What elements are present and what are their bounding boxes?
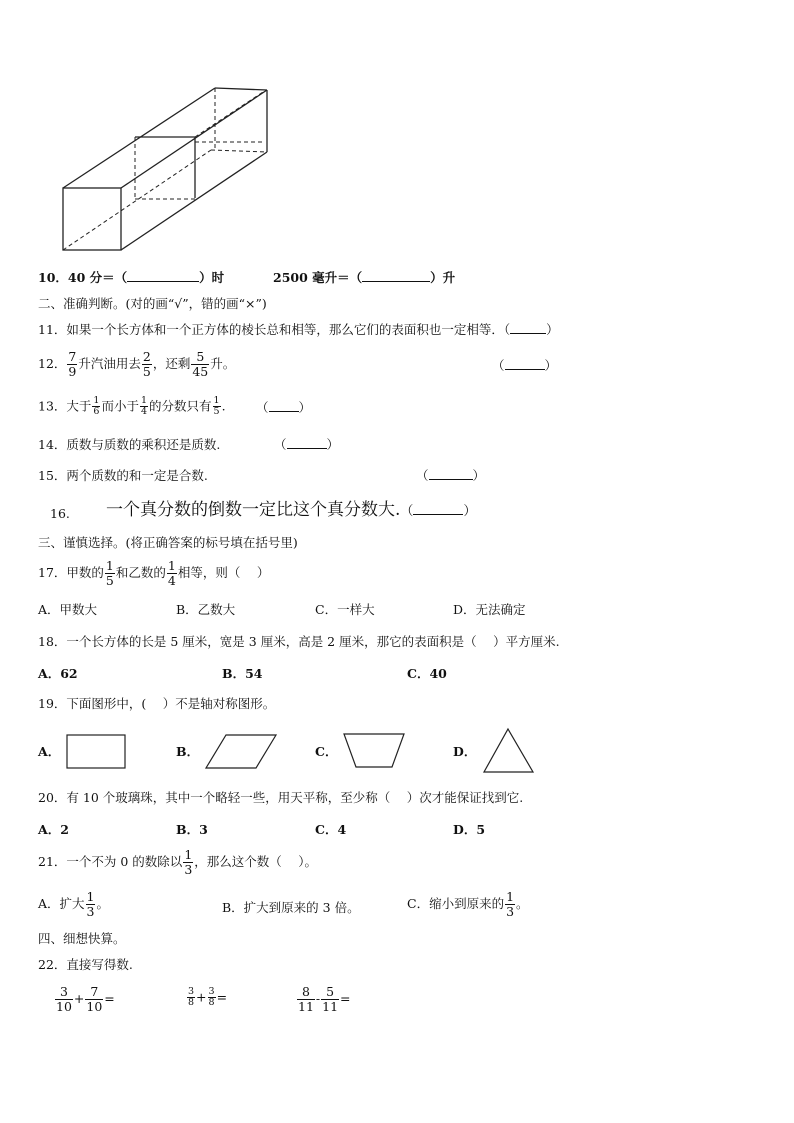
fraction: $\frac{1}{4}$: [167, 558, 176, 588]
option-d[interactable]: D．无法确定: [453, 602, 526, 617]
fraction: $\frac{1}{3}$: [184, 847, 193, 877]
section-3-title: 三、谨慎选择。(将正确答案的标号填在括号里): [38, 535, 298, 550]
fraction: $\frac{2}{5}$: [142, 349, 151, 379]
fraction: $\frac{3}{8}$: [208, 986, 215, 1009]
option-a[interactable]: A．2: [38, 822, 69, 837]
expression-1: $\frac{3}{10}$ + $\frac{7}{10}$ =: [56, 984, 115, 1014]
answer-blank[interactable]: [429, 479, 473, 480]
option-d[interactable]: D．5: [453, 822, 486, 837]
triangle-shape-icon: [482, 727, 536, 775]
option-a[interactable]: A．甲数大: [38, 602, 98, 617]
trapezoid-shape-icon: [342, 733, 406, 769]
option-d[interactable]: D．: [453, 744, 477, 759]
option-a[interactable]: A．扩大 $\frac{1}{3}$ 。: [38, 889, 109, 919]
question-13-answer: （ ）: [256, 400, 312, 415]
section-4-title: 四、细想快算。: [38, 931, 126, 946]
question-16-num: 16.: [50, 506, 70, 521]
option-b[interactable]: B．: [176, 744, 200, 759]
fraction: $\frac{1}{5}$: [213, 395, 220, 418]
answer-blank[interactable]: [510, 333, 546, 334]
question-14-answer: （ ）: [274, 437, 340, 452]
option-b[interactable]: B．54: [222, 666, 263, 681]
expression-2: $\frac{3}{8}$ + $\frac{3}{8}$ =: [188, 986, 228, 1009]
answer-blank[interactable]: [362, 281, 430, 282]
fraction: $\frac{7}{10}$: [86, 984, 103, 1014]
section-2-title: 二、准确判断。(对的画“√”，错的画“×”): [38, 296, 267, 311]
question-11: 11．如果一个长方体和一个正方体的棱长总和相等，那么它们的表面积也一定相等．（ ）: [38, 322, 559, 337]
fraction: $\frac{3}{10}$: [56, 984, 72, 1014]
question-17: 17．甲数的 $\frac{1}{5}$ 和乙数的 $\frac{1}{4}$ 相等，则（ ）: [38, 558, 270, 588]
answer-blank[interactable]: [269, 411, 299, 412]
question-12: 12． $\frac{7}{9}$ 升汽油用去 $\frac{2}{5}$ ，还剩 $\frac{5}{45}$ 升。: [38, 349, 236, 379]
question-21: 21．一个不为 0 的数除以 $\frac{1}{3}$ ，那么这个数（ ）。: [38, 847, 317, 877]
question-15-answer: （ ）: [416, 468, 486, 483]
option-b[interactable]: B．乙数大: [176, 602, 236, 617]
answer-blank[interactable]: [287, 448, 327, 449]
fraction: $\frac{7}{9}$: [68, 349, 77, 379]
question-15: 15．两个质数的和一定是合数.: [38, 468, 208, 483]
question-12-answer: （ ）: [492, 358, 558, 373]
question-13: 13．大于 $\frac{1}{6}$ 而小于 $\frac{1}{4}$ 的分数只有 $\frac{1}{5}$ .: [38, 395, 226, 418]
fraction: $\frac{1}{4}$: [140, 395, 148, 418]
fraction: $\frac{1}{6}$: [93, 395, 100, 418]
cuboid-figure: [55, 82, 275, 258]
fraction: $\frac{1}{3}$: [86, 889, 95, 919]
option-c[interactable]: C．40: [407, 666, 447, 681]
fraction: $\frac{8}{11}$: [298, 984, 314, 1014]
fraction: $\frac{3}{8}$: [188, 986, 195, 1009]
question-10-part2: 2500 毫升＝（ ）升: [273, 270, 456, 285]
answer-blank[interactable]: [413, 514, 463, 515]
option-c[interactable]: C．: [315, 744, 338, 759]
fraction: $\frac{1}{5}$: [105, 558, 114, 588]
question-10: 10．40 分＝（ ）时: [38, 270, 225, 285]
rectangle-shape-icon: [66, 734, 128, 770]
fraction: $\frac{5}{45}$: [192, 349, 209, 379]
question-19: 19．下面图形中，( ）不是轴对称图形。: [38, 696, 276, 711]
fraction: $\frac{1}{3}$: [506, 889, 515, 919]
question-20: 20．有 10 个玻璃珠，其中一个略轻一些，用天平称，至少称（ ）次才能保证找到它.: [38, 790, 524, 805]
question-16: 一个真分数的倒数一定比这个真分数大.（ ）: [106, 500, 477, 520]
answer-blank[interactable]: [127, 281, 199, 282]
question-14: 14．质数与质数的乘积还是质数.: [38, 437, 221, 452]
question-22: 22．直接写得数.: [38, 957, 133, 972]
option-b[interactable]: B．扩大到原来的 3 倍。: [222, 900, 360, 915]
question-18: 18．一个长方体的长是 5 厘米，宽是 3 厘米，高是 2 厘米，那它的表面积是（ ）平方厘米.: [38, 634, 560, 649]
option-c[interactable]: C．一样大: [315, 602, 375, 617]
option-b[interactable]: B．3: [176, 822, 208, 837]
option-c[interactable]: C．缩小到原来的 $\frac{1}{3}$ 。: [407, 889, 529, 919]
parallelogram-shape-icon: [204, 734, 278, 770]
option-a[interactable]: A．62: [38, 666, 78, 681]
option-c[interactable]: C．4: [315, 822, 347, 837]
fraction: $\frac{5}{11}$: [322, 984, 339, 1014]
expression-3: $\frac{8}{11}$ - $\frac{5}{11}$ =: [298, 984, 351, 1014]
option-a[interactable]: A．: [38, 744, 61, 759]
answer-blank[interactable]: [505, 369, 545, 370]
